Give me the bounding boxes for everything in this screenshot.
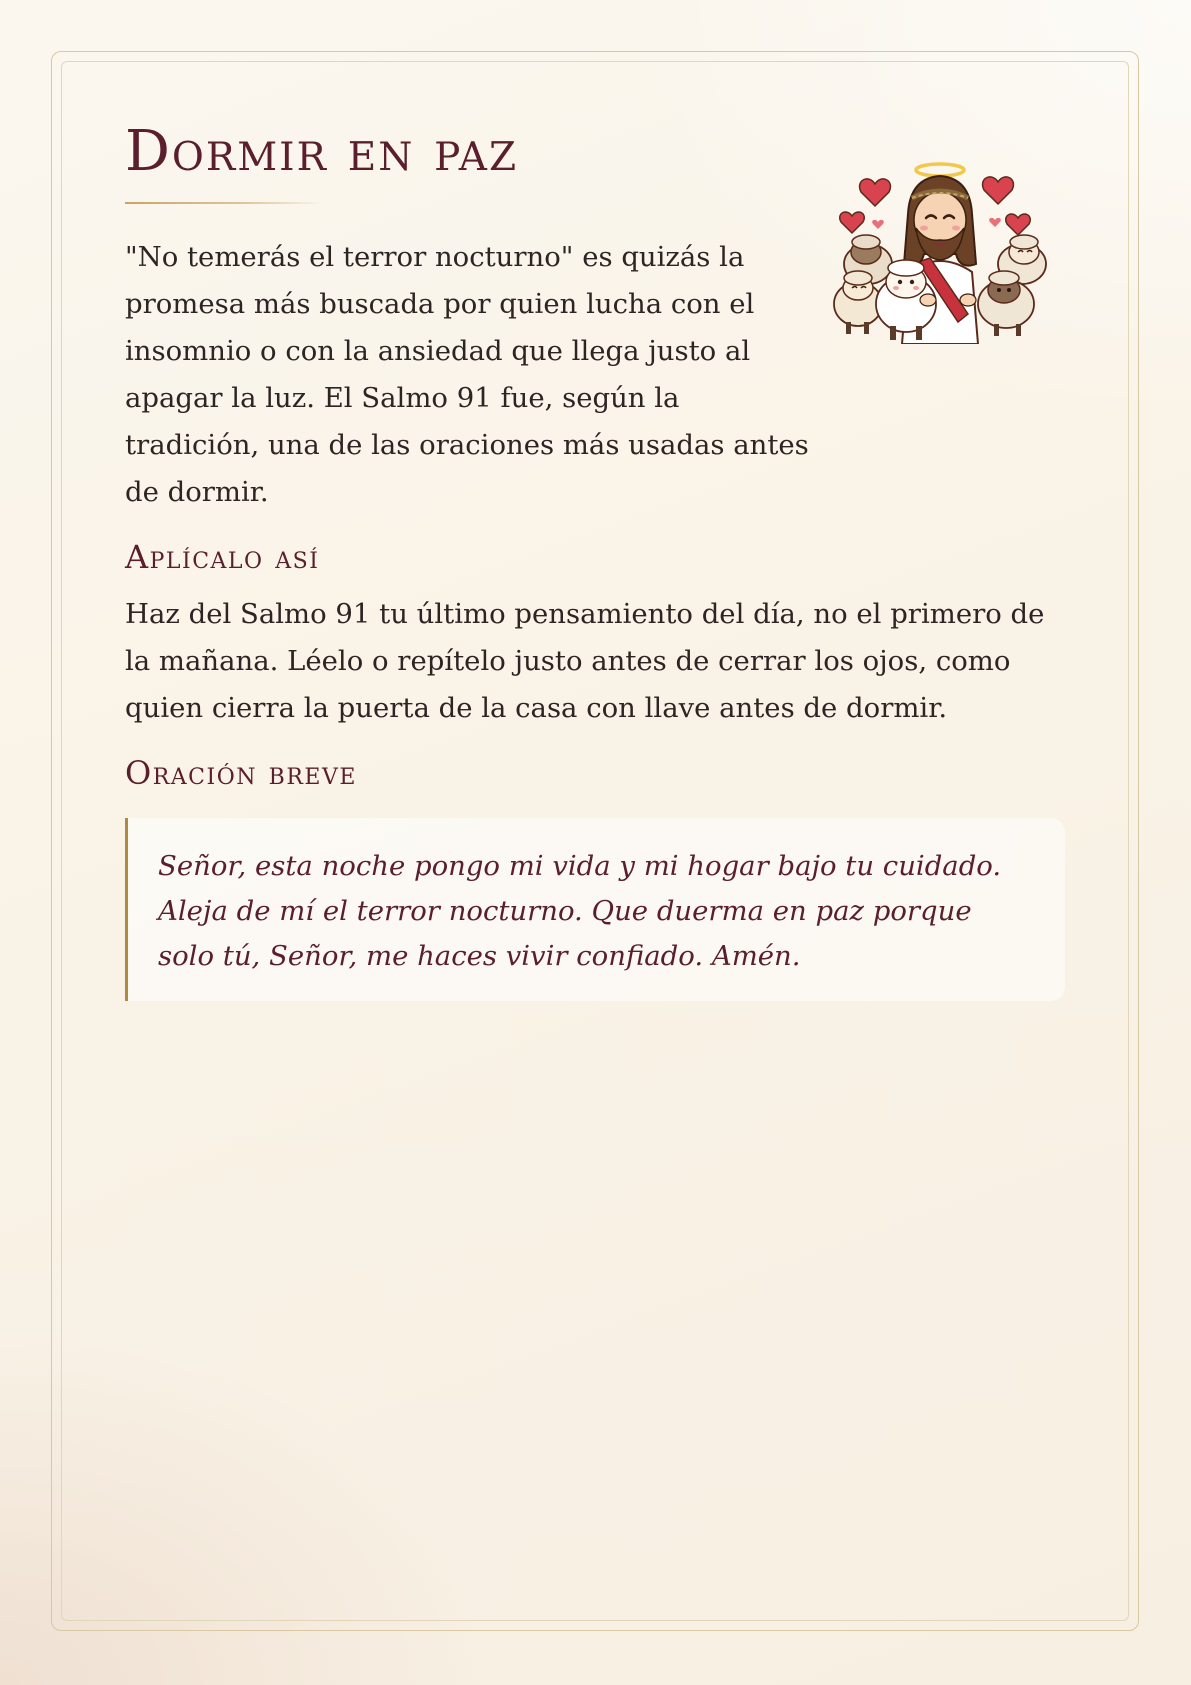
prayer-text: Señor, esta noche pongo mi vida y mi hogar bajo tu cuidado. Aleja de mí el terror nocturno. Que duerma en paz porque solo tú, Señor, me haces vivir confiado. Amén. — [158, 850, 1002, 973]
title-underline — [125, 202, 325, 204]
intro-row — [125, 234, 1067, 516]
halo-icon — [916, 164, 964, 176]
prayer-box — [125, 818, 1065, 1001]
apply-paragraph: Haz del Salmo 91 tu último pensamiento del día, no el primero de la mañana. Léelo o repítelo justo antes de cerrar los ojos, como quien cierra la puerta de la casa con llave antes de dormir. — [125, 597, 1045, 724]
page-content — [125, 120, 1067, 1001]
prayer-heading: Oración breve — [125, 753, 357, 792]
page-title: Dormir en paz — [125, 119, 519, 184]
apply-heading: Aplícalo así — [125, 538, 320, 577]
intro-paragraph: "No temerás el terror nocturno" es quizás la promesa más buscada por quien lucha con el insomnio o con la ansiedad que llega justo al apagar la luz. El Salmo 91 fue, según la tradición, una de las oraciones más usadas antes de dormir. — [125, 241, 809, 509]
jesus-with-lambs-icon — [830, 154, 1060, 344]
